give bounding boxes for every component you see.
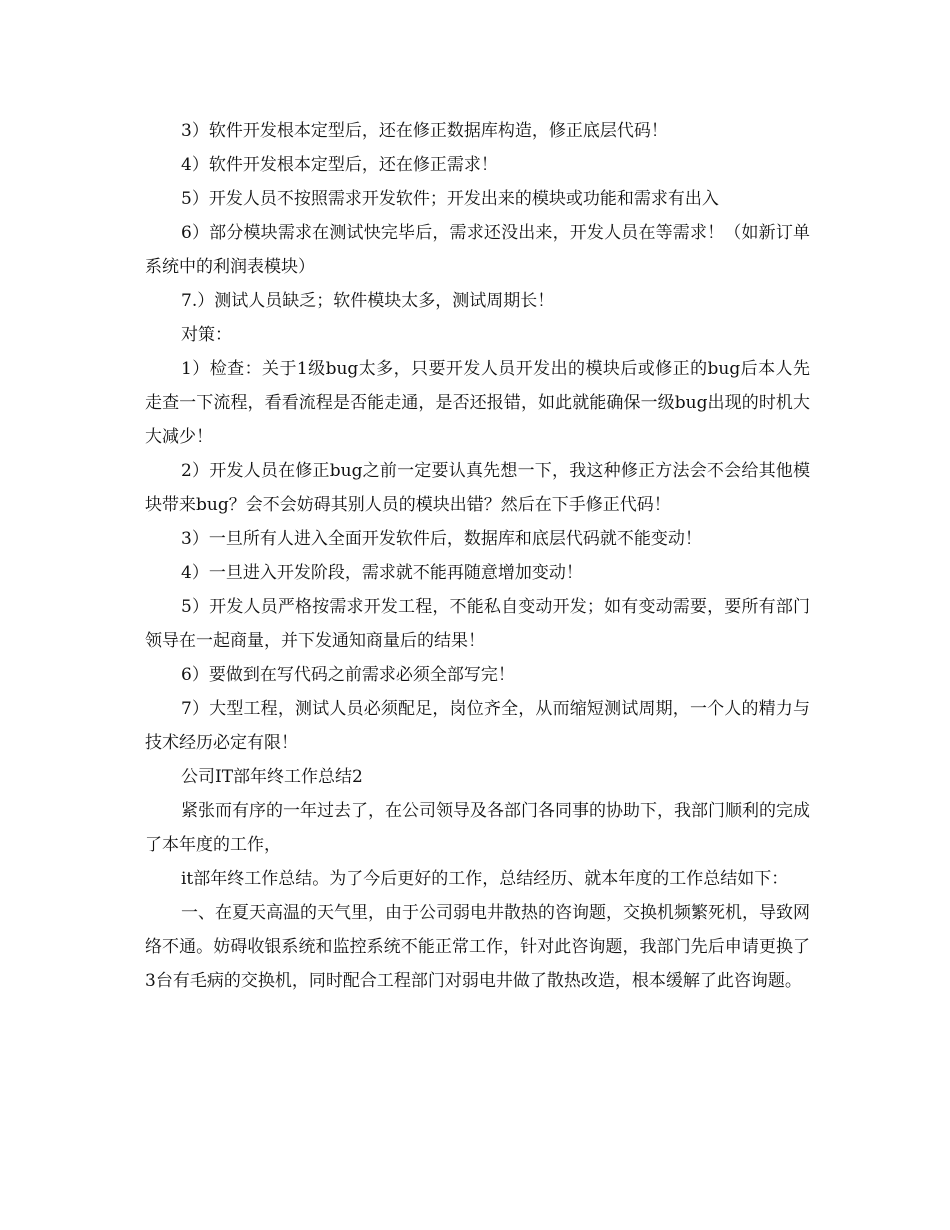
paragraph: 紧张而有序的一年过去了，在公司领导及各部门各同事的协助下，我部门顺利的完成了本年度的工作，	[145, 801, 810, 855]
paragraph: 6）部分模块需求在测试快完毕后，需求还没出来，开发人员在等需求！（如新订单系统中的利润表模块）	[145, 223, 810, 277]
paragraph: 2）开发人员在修正bug之前一定要认真先想一下，我这种修正方法会不会给其他模块带来bug？会不会妨碍其别人员的模块出错？然后在下手修正代码！	[145, 461, 810, 515]
section-title: 公司IT部年终工作总结2	[181, 767, 363, 787]
document-body	[145, 114, 810, 998]
paragraph: 6）要做到在写代码之前需求必须全部写完！	[181, 665, 515, 685]
paragraph: 4）软件开发根本定型后，还在修正需求！	[181, 155, 498, 175]
paragraph: 4）一旦进入开发阶段，需求就不能再随意增加变动！	[181, 563, 583, 583]
paragraph: 5）开发人员严格按需求开发工程，不能私自变动开发；如有变动需要，要所有部门领导在一起商量，并下发通知商量后的结果！	[145, 597, 810, 651]
paragraph: 7）大型工程，测试人员必须配足，岗位齐全，从而缩短测试周期，一个人的精力与技术经历必定有限！	[145, 699, 810, 753]
paragraph: 5）开发人员不按照需求开发软件；开发出来的模块或功能和需求有出入	[181, 189, 719, 209]
paragraph: 3）软件开发根本定型后，还在修正数据库构造，修正底层代码！	[181, 121, 668, 141]
section-heading-countermeasures: 对策：	[181, 325, 232, 345]
paragraph: 一、在夏天高温的天气里，由于公司弱电井散热的咨询题，交换机频繁死机，导致网络不通。妨碍收银系统和监控系统不能正常工作，针对此咨询题，我部门先后申请更换了3台有毛病的交换机，同时配合工程部门对弱电井做了散热改造，根本缓解了此咨询题。	[145, 903, 810, 991]
paragraph: 3）一旦所有人进入全面开发软件后，数据库和底层代码就不能变动！	[181, 529, 702, 549]
paragraph: 1）检查：关于1级bug太多，只要开发人员开发出的模块后或修正的bug后本人先走查一下流程，看看流程是否能走通，是否还报错，如此就能确保一级bug出现的时机大大减少！	[145, 359, 810, 447]
paragraph: 7.）测试人员缺乏；软件模块太多，测试周期长！	[181, 291, 555, 311]
paragraph: it部年终工作总结。为了今后更好的工作，总结经历、就本年度的工作总结如下：	[181, 869, 789, 889]
